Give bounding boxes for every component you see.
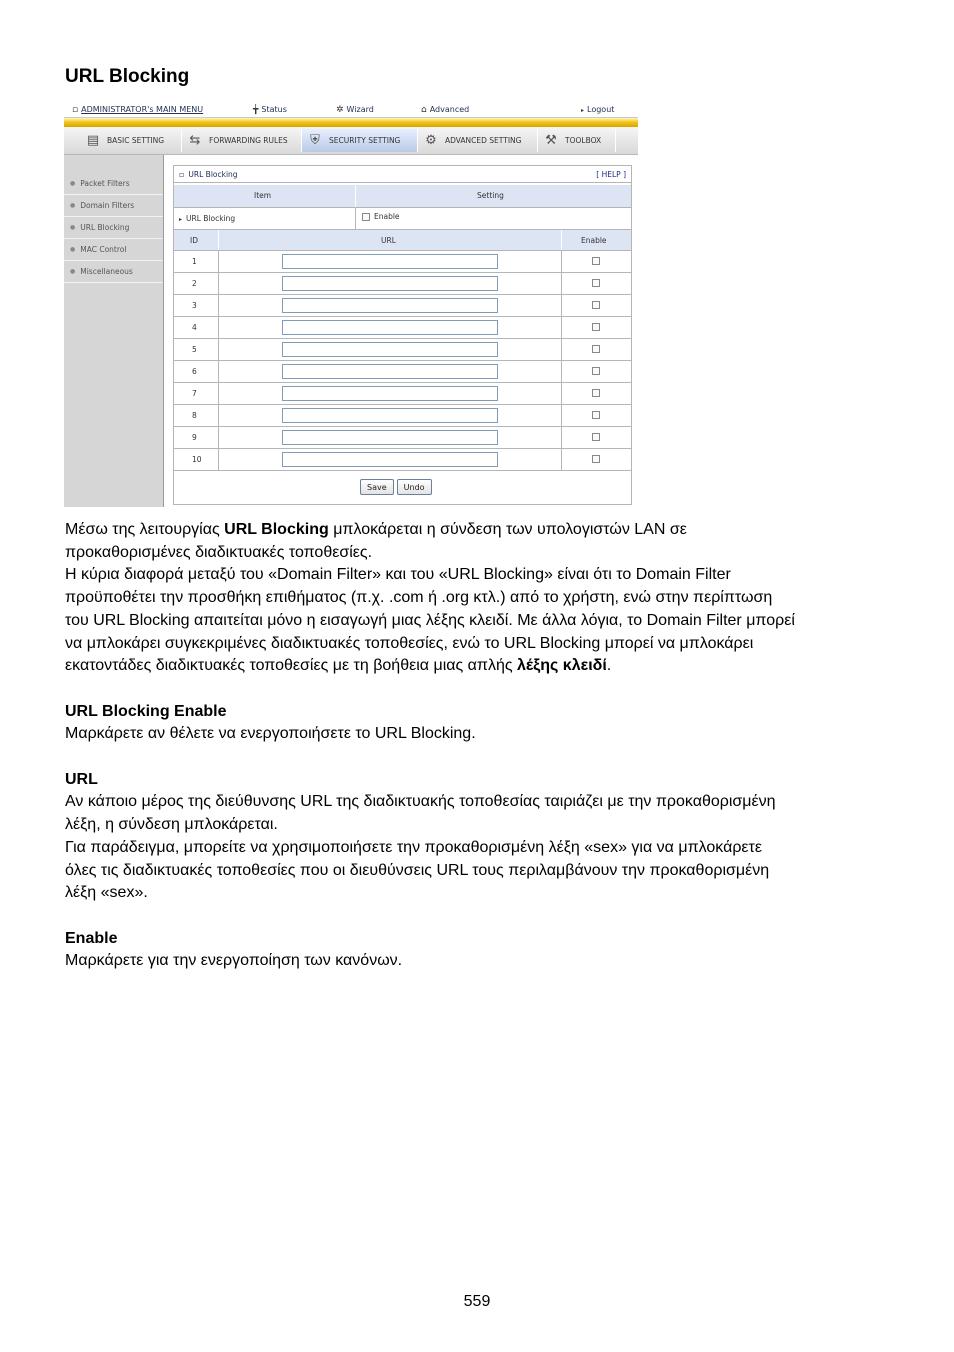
forwarding-rules-icon: ⇆ <box>189 132 201 148</box>
row-enable-checkbox[interactable] <box>592 389 600 397</box>
section-heading-url: URL <box>65 770 98 788</box>
security-setting-icon: ⛨ <box>310 132 320 148</box>
section-text-url-2: λέξη, η σύνδεση μπλοκάρεται. <box>65 816 278 834</box>
form-buttons <box>360 479 432 495</box>
menu-square-icon: ▫ <box>72 105 79 115</box>
section-heading-url-blocking-enable: URL Blocking Enable <box>65 702 227 720</box>
intro-line-2: προκαθορισμένες διαδικτυακές τοποθεσίες. <box>65 543 373 561</box>
sidebar <box>64 155 164 507</box>
url-input[interactable] <box>282 254 498 269</box>
tab-advanced-setting[interactable]: ⚙ ADVANCED SETTING <box>418 129 538 152</box>
table-row <box>174 251 631 273</box>
panel-header <box>174 166 631 183</box>
wizard-link[interactable]: ✲ Wizard <box>336 105 374 115</box>
sidebar-item-mac-control[interactable]: ● MAC Control <box>64 239 163 261</box>
col-enable-header: Enable <box>581 236 607 245</box>
row-enable-checkbox[interactable] <box>592 323 600 331</box>
bullet-icon: ● <box>70 246 76 253</box>
intro-p2-line-5: εκατοντάδες διαδικτυακές τοποθεσίες με τη βοήθεια μιας απλής λέξης κλειδί. <box>65 657 612 675</box>
url-input[interactable] <box>282 364 498 379</box>
status-icon: ╈ <box>253 105 259 115</box>
table-row <box>174 427 631 449</box>
section-text-url-blocking-enable: Μαρκάρετε αν θέλετε να ενεργοποιήσετε το URL Blocking. <box>65 725 476 743</box>
sidebar-item-packet-filters[interactable]: ● Packet Filters <box>64 173 163 195</box>
logout-link[interactable]: ▸ Logout <box>581 105 615 114</box>
panel-title: URL Blocking <box>188 169 238 179</box>
enable-checkbox-label[interactable]: Enable <box>362 212 400 221</box>
row-enable-checkbox[interactable] <box>592 257 600 265</box>
row-enable-checkbox[interactable] <box>592 367 600 375</box>
table-row <box>174 339 631 361</box>
col-setting-header: Setting <box>477 191 504 200</box>
url-input[interactable] <box>282 452 498 467</box>
table-row <box>174 273 631 295</box>
basic-setting-icon: ▤ <box>86 132 100 148</box>
section-text-url-1: Αν κάποιο μέρος της διεύθυνσης URL της διαδικτυακής τοποθεσίας ταιριάζει με την προκαθορισμένη <box>65 793 776 811</box>
save-button[interactable]: Save <box>360 479 394 495</box>
intro-line-1: Μέσω της λειτουργίας URL Blocking μπλοκάρεται η σύνδεση των υπολογιστών LAN σε <box>65 521 687 538</box>
url-list-header <box>174 230 631 251</box>
table-row <box>174 317 631 339</box>
document-title: URL Blocking <box>65 66 190 87</box>
col-url-header: URL <box>381 236 396 245</box>
arrow-right-icon: ▸ <box>581 107 585 114</box>
url-input[interactable] <box>282 408 498 423</box>
tab-security-setting[interactable]: ⛨ SECURITY SETTING <box>302 129 418 152</box>
url-blocking-enable-row <box>174 208 631 230</box>
row-enable-checkbox[interactable] <box>592 279 600 287</box>
tab-basic-setting[interactable]: ▤ BASIC SETTING <box>80 129 182 152</box>
url-input[interactable] <box>282 298 498 313</box>
url-input[interactable] <box>282 342 498 357</box>
row-id: 10 <box>192 455 202 464</box>
url-table <box>174 251 631 471</box>
table-row <box>174 449 631 471</box>
table-row <box>174 383 631 405</box>
wizard-icon: ✲ <box>336 105 344 115</box>
row-id: 9 <box>192 433 197 442</box>
tab-bar <box>64 127 638 155</box>
url-input[interactable] <box>282 430 498 445</box>
tab-forwarding-rules[interactable]: ⇆ FORWARDING RULES <box>182 129 302 152</box>
tab-toolbox[interactable]: ⚒ TOOLBOX <box>538 129 616 152</box>
table-row <box>174 361 631 383</box>
bullet-icon: ● <box>70 224 76 231</box>
bullet-icon: ● <box>70 202 76 209</box>
row-id: 3 <box>192 301 197 310</box>
row-id: 5 <box>192 345 197 354</box>
top-menu-bar <box>64 104 638 118</box>
col-id-header: ID <box>190 236 198 245</box>
main-menu-link[interactable]: ▫ ADMINISTRATOR's MAIN MENU <box>72 105 204 115</box>
page-number: 559 <box>463 1293 491 1310</box>
url-blocking-enable-checkbox[interactable] <box>362 213 370 221</box>
intro-p2-line-4: να μπλοκάρει συγκεκριμένες διαδικτυακές τοποθεσίες, ενώ το URL Blocking μπορεί να μπλοκάρει <box>65 634 754 652</box>
section-heading-enable: Enable <box>65 929 118 947</box>
advanced-icon: ⌂ <box>421 105 427 115</box>
bullet-icon: ● <box>70 180 76 187</box>
item-label: URL Blocking <box>186 214 236 223</box>
row-enable-checkbox[interactable] <box>592 411 600 419</box>
sidebar-item-miscellaneous[interactable]: ● Miscellaneous <box>64 261 163 283</box>
body-text <box>65 519 905 973</box>
status-link[interactable]: ╈ Status <box>253 105 287 115</box>
arrow-right-icon: ▸ <box>179 216 183 223</box>
row-enable-checkbox[interactable] <box>592 345 600 353</box>
bullet-icon: ● <box>70 268 76 275</box>
row-id: 6 <box>192 367 197 376</box>
table-row <box>174 295 631 317</box>
intro-p2-line-1: Η κύρια διαφορά μεταξύ του «Domain Filter» και του «URL Blocking» είναι ότι το Domain Filter <box>65 566 731 584</box>
url-input[interactable] <box>282 320 498 335</box>
item-setting-header <box>174 185 631 208</box>
undo-button[interactable]: Undo <box>397 479 432 495</box>
row-enable-checkbox[interactable] <box>592 455 600 463</box>
router-ui-screenshot <box>64 104 638 507</box>
intro-p2-line-3: του URL Blocking απαιτείται μόνο η εισαγωγή μιας λέξης κλειδί. Με άλλα λόγια, το Domain Filter μπορεί <box>65 611 795 629</box>
advanced-link[interactable]: ⌂ Advanced <box>421 105 470 115</box>
table-row <box>174 405 631 427</box>
row-id: 2 <box>192 279 197 288</box>
url-input[interactable] <box>282 276 498 291</box>
section-text-url-3: Για παράδειγμα, μπορείτε να χρησιμοποιήσετε την προκαθορισμένη λέξη «sex» για να μπλοκάρετε <box>65 838 763 856</box>
col-item-header: Item <box>254 191 272 200</box>
sidebar-item-url-blocking[interactable]: ● URL Blocking <box>64 217 163 239</box>
section-text-url-5: λέξη «sex». <box>65 884 148 902</box>
url-blocking-panel <box>173 165 632 505</box>
url-input[interactable] <box>282 386 498 401</box>
square-icon: ▫ <box>179 169 185 179</box>
toolbox-icon: ⚒ <box>545 132 557 148</box>
row-id: 8 <box>192 411 197 420</box>
gold-strip <box>64 118 638 127</box>
row-enable-checkbox[interactable] <box>592 301 600 309</box>
row-id: 4 <box>192 323 197 332</box>
sidebar-item-domain-filters[interactable]: ● Domain Filters <box>64 195 163 217</box>
section-text-enable: Μαρκάρετε για την ενεργοποίηση των κανόνων. <box>65 952 403 970</box>
section-text-url-4: όλες τις διαδικτυακές τοποθεσίες που οι διευθύνσεις URL τους περιλαμβάνουν την προκαθορισμένη <box>65 861 770 879</box>
intro-p2-line-2: προϋποθέτει την προσθήκη επιθήματος (π.χ. .com ή .org κτλ.) από το χρήστη, ενώ στην περίπτωση <box>65 589 773 607</box>
help-link[interactable]: [ HELP ] <box>596 169 626 179</box>
advanced-setting-icon: ⚙ <box>425 132 437 148</box>
row-id: 1 <box>192 257 197 266</box>
row-id: 7 <box>192 389 197 398</box>
row-enable-checkbox[interactable] <box>592 433 600 441</box>
